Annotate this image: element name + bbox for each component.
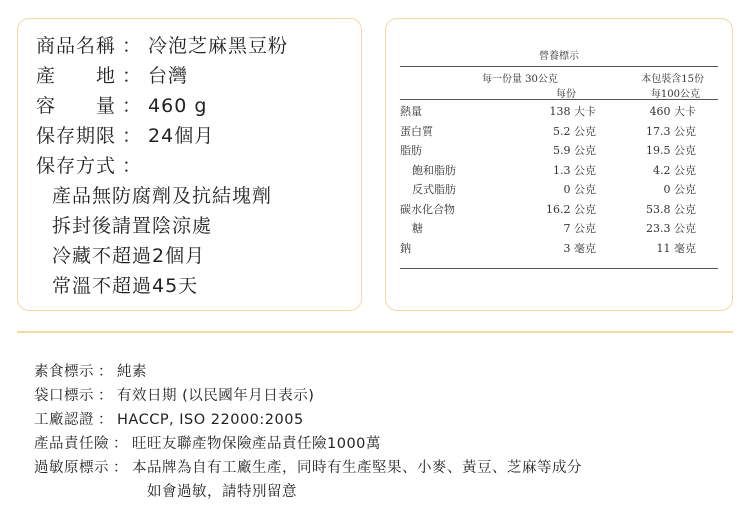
- nutrition-row: [400, 217, 718, 237]
- info-value: HACCP, ISO 22000:2005: [117, 412, 304, 428]
- storage-note: 產品無防腐劑及抗結塊劑: [52, 185, 273, 207]
- info-value: 純素: [117, 364, 147, 380]
- nutrient-per-serving: 138 大卡: [549, 105, 596, 118]
- nutrient-per-serving: 5.9 公克: [553, 144, 596, 157]
- col1-label: 每份: [556, 89, 576, 100]
- info-label: 袋口標示: [34, 388, 94, 404]
- info-bag-mark: [34, 384, 314, 405]
- nutrient-per-100g: 460 大卡: [649, 105, 696, 118]
- nutrition-rows: [400, 100, 718, 256]
- info-label: 工廠認證: [34, 412, 94, 428]
- nutrient-per-serving: 7 公克: [563, 222, 596, 235]
- col2-label: 每100公克: [650, 89, 700, 100]
- spec-value: 冷泡芝麻黑豆粉: [148, 35, 289, 57]
- info-allergen-continuation: 如會過敏，請特別留意: [147, 484, 297, 500]
- spec-colon: ：: [122, 35, 143, 57]
- spec-colon: ：: [122, 155, 143, 177]
- spec-colon: ：: [122, 125, 143, 147]
- info-colon: ：: [98, 388, 113, 404]
- nutrient-name: 鈉: [400, 241, 411, 255]
- nutrient-name: 飽和脂肪: [412, 163, 456, 177]
- nutrient-name: 反式脂肪: [412, 183, 456, 196]
- spec-label: 保存期限: [36, 125, 117, 147]
- nutrient-per-100g: 4.2 公克: [653, 163, 696, 177]
- spec-label: 保存方式: [36, 155, 117, 177]
- nutrient-per-serving: 16.2 公克: [546, 202, 596, 216]
- nutrition-row: [400, 237, 718, 257]
- nutrient-per-serving: 3 毫克: [563, 241, 596, 255]
- spec-label: 產 地: [36, 65, 117, 87]
- nutrition-row: [400, 198, 718, 218]
- info-label: 素食標示: [34, 364, 94, 380]
- nutrition-title: 營養標示: [400, 47, 718, 67]
- nutrient-per-serving: 5.2 公克: [553, 124, 596, 138]
- spec-shelf-life: [36, 121, 214, 148]
- servings-label: 本包裝含15份: [641, 74, 704, 85]
- nutrient-name: 糖: [412, 222, 423, 235]
- nutrient-per-100g: 17.3 公克: [646, 124, 696, 138]
- nutrition-row: [400, 120, 718, 140]
- info-value: 旺旺友聯產物保險產品責任險1000萬: [132, 436, 381, 452]
- info-value: 有效日期 (以民國年月日表示): [117, 388, 315, 404]
- nutrition-table: [400, 47, 718, 269]
- nutrition-row: [400, 178, 718, 198]
- info-colon: ：: [113, 460, 128, 476]
- spec-origin: [36, 61, 188, 88]
- spec-storage: [36, 151, 148, 178]
- nutrient-name: 蛋白質: [400, 124, 433, 138]
- info-label: 產品責任險: [34, 436, 109, 452]
- spec-value: 台灣: [148, 65, 189, 87]
- spec-colon: ：: [122, 65, 143, 87]
- nutrition-bottom-rule: [400, 256, 718, 269]
- spec-value: 460 g: [148, 95, 208, 117]
- info-colon: ：: [98, 412, 113, 428]
- nutrient-name: 碳水化合物: [400, 202, 455, 216]
- nutrition-row: [400, 100, 718, 120]
- product-spec-card: [17, 18, 362, 311]
- spec-volume: [36, 91, 207, 118]
- spec-label: 容 量: [36, 95, 117, 117]
- nutrient-name: 脂肪: [400, 144, 422, 157]
- info-certification: [34, 408, 304, 429]
- nutrient-per-100g: 23.3 公克: [646, 222, 696, 235]
- per-serving-label: 每一份量 30公克: [482, 74, 558, 85]
- spec-label: 商品名稱: [36, 35, 117, 57]
- info-colon: ：: [98, 364, 113, 380]
- info-vegetarian: [34, 360, 147, 381]
- spec-value: 24個月: [148, 125, 215, 147]
- nutrient-per-serving: 1.3 公克: [553, 163, 596, 177]
- info-allergen: [34, 456, 582, 477]
- info-insurance: [34, 432, 381, 453]
- nutrient-per-100g: 19.5 公克: [646, 144, 696, 157]
- info-label: 過敏原標示: [34, 460, 109, 476]
- spec-colon: ：: [122, 95, 143, 117]
- nutrient-name: 熱量: [400, 105, 422, 118]
- spec-product-name: [36, 31, 288, 58]
- nutrition-row: [400, 139, 718, 159]
- nutrition-header: [400, 67, 718, 100]
- nutrition-row: [400, 159, 718, 179]
- info-value: 本品牌為自有工廠生產，同時有生產堅果、小麥、黃豆、芝麻等成分: [132, 460, 582, 476]
- storage-note: 拆封後請置陰涼處: [52, 215, 213, 237]
- storage-note: 常溫不超過45天: [52, 275, 199, 297]
- nutrient-per-serving: 0 公克: [563, 183, 596, 196]
- nutrient-per-100g: 0 公克: [663, 183, 696, 196]
- section-divider: [17, 331, 733, 333]
- info-colon: ：: [113, 436, 128, 452]
- storage-note: 冷藏不超過2個月: [52, 245, 206, 267]
- nutrition-card: [385, 18, 733, 311]
- nutrient-per-100g: 53.8 公克: [646, 202, 696, 216]
- nutrient-per-100g: 11 毫克: [656, 241, 696, 255]
